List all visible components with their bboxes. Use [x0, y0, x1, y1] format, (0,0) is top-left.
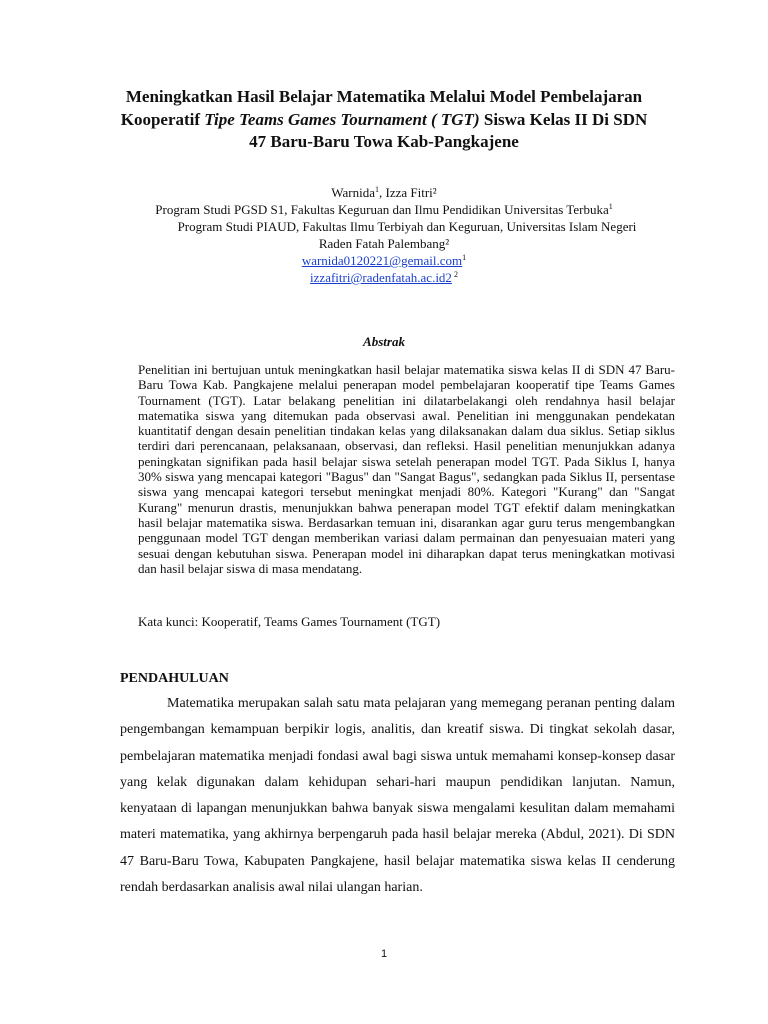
abstract-heading: Abstrak	[363, 334, 405, 349]
affiliation-2-line-2: Raden Fatah Palembang²	[318, 236, 450, 251]
email-1-sup: 1	[462, 253, 467, 262]
email-1-link[interactable]: warnida0120221@gemail.com	[301, 253, 463, 268]
section-heading-pendahuluan: PENDAHULUAN	[120, 671, 229, 686]
title-line-2-start: Kooperatif	[120, 109, 205, 129]
email-2-link[interactable]: izzafitri@radenfatah.ac.id2	[310, 270, 452, 285]
email-2-sup: 2	[451, 270, 458, 279]
keywords: Kata kunci: Kooperatif, Teams Games Tournament (TGT)	[138, 614, 441, 629]
author-2-sup: ²	[432, 185, 437, 200]
abstract-text: Penelitian ini bertujuan untuk meningkatkan hasil belajar matematika siswa kelas II di SDN 47 Baru-Baru Towa Kab. Pangkajene melalui penerapan model pembelajaran kooperatif tipe Teams Games Tournament (TGT). Latar belakang penelitian ini dilatarbelakangi oleh rendahnya hasil belajar matematika siswa yang ditemukan pada observasi awal. Penelitian ini menggunakan pendekatan kuantitatif dengan desain penelitian tindakan kelas yang dilaksanakan dalam dua siklus. Setiap siklus terdiri dari perencanaan, pelaksanaan, observasi, dan refleksi. Hasil penelitian menunjukkan adanya peningkatan signifikan pada hasil belajar siswa setelah penerapan model TGT. Pada Siklus I, hanya 30% siswa yang mencapai kategori "Bagus" dan "Sangat Bagus", sedangkan pada Siklus II, persentase siswa yang mencapai kategori tersebut meningkat menjadi 80%. Kategori "Kurang" dan "Sangat Kurang" menurun drastis, menunjukkan bahwa penerapan model TGT efektif dalam meningkatkan hasil belajar matematika siswa. Berdasarkan temuan ini, disarankan agar guru terus mengembangkan penggunaan model TGT dengan memberikan variasi dalam permainan dan penyesuaian materi yang sesuai dengan kebutuhan siswa. Penerapan model ini diharapkan dapat terus meningkatkan motivasi dan hasil belajar siswa di masa mendatang.	[138, 362, 675, 576]
title-italic-model: Tipe Teams Games Tournament ( TGT)	[204, 109, 480, 129]
author-names	[100, 184, 668, 201]
email-1-row	[100, 252, 668, 269]
author-block	[100, 184, 668, 286]
page-number: 1	[380, 948, 388, 960]
title-line-2	[96, 109, 672, 132]
affiliation-1-text: Program Studi PGSD S1, Fakultas Keguruan dan Ilmu Pendidikan Universitas Terbuka	[155, 202, 609, 217]
email-2-row	[100, 269, 668, 286]
title-line-2-end: Siswa Kelas II Di SDN	[479, 109, 648, 129]
author-separator: ,	[379, 185, 386, 200]
title-line-1: Meningkatkan Hasil Belajar Matematika Melalui Model Pembelajaran	[125, 87, 643, 106]
author-1: Warnida	[331, 185, 375, 200]
affiliation-2-line-1: Program Studi PIAUD, Fakultas Ilmu Terbiyah dan Keguruan, Universitas Islam Negeri	[177, 219, 637, 234]
title-line-3: 47 Baru-Baru Towa Kab-Pangkajene	[249, 132, 519, 151]
affiliation-1-sup: 1	[608, 202, 613, 211]
introduction-paragraph: Matematika merupakan salah satu mata pelajaran yang memegang peranan penting dalam pengembangan kemampuan berpikir logis, analitis, dan kreatif siswa. Di tingkat sekolah dasar, pembelajaran matematika menjadi fondasi awal bagi siswa untuk memahami konsep-konsep dasar yang kelak digunakan dalam kehidupan sehari-hari maupun pendidikan lanjutan. Namun, kenyataan di lapangan menunjukkan bahwa banyak siswa mengalami kesulitan dalam memahami materi matematika, yang akhirnya berpengaruh pada hasil belajar mereka (Abdul, 2021). Di SDN 47 Baru-Baru Towa, Kabupaten Pangkajene, hasil belajar matematika siswa kelas II cenderung rendah berdasarkan analisis awal nilai ulangan harian.	[120, 696, 675, 896]
paper-title	[96, 86, 672, 154]
author-1-sup: 1	[375, 185, 379, 194]
author-2: Izza Fitri	[385, 185, 433, 200]
affiliation-1	[100, 201, 668, 218]
